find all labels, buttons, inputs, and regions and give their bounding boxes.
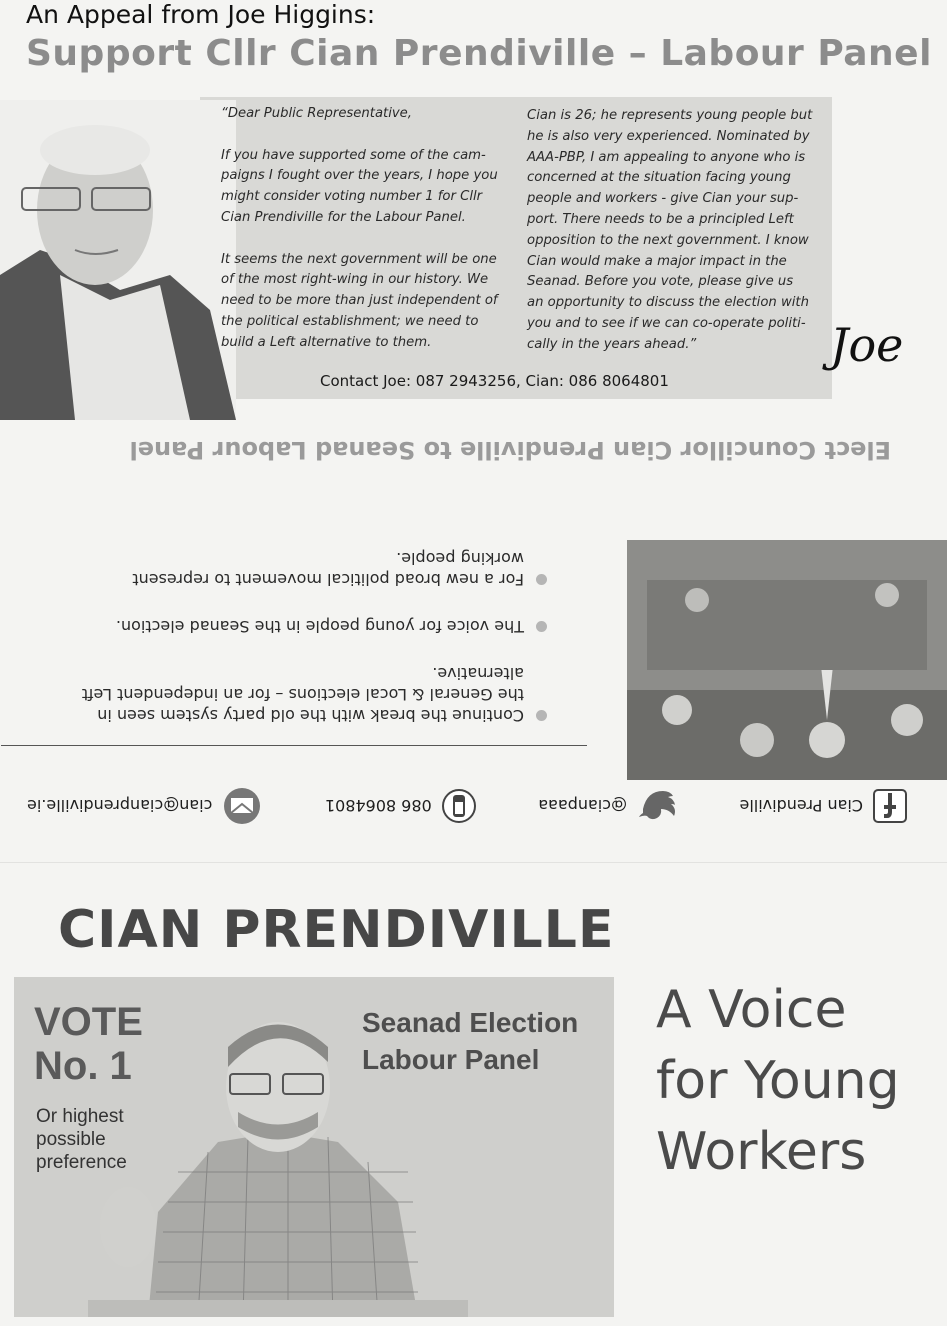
tagline: A Voice for Young Workers — [656, 980, 900, 1182]
election-label: Seanad Election Labour Panel — [362, 1007, 579, 1075]
letter-column-right: Cian is 26; he represents young people but he is also very experienced. Nominated by AAA-PBP, I am appealing to anyone who is concerned at the situation facing young people and workers - give Cian your sup- port. There needs to be a principled Left opposition to the next government. I know Cian would make a major impact in the Seanad. Before you vote, please give us an opportunity to discuss the election with you and to see if we can co-operate politi- cally in the years ahead.” — [527, 108, 813, 352]
letter-column-left: “Dear Public Representative, If you have supported some of the cam- paigns I fought over the years, I hope you might consider voting number 1 for Cllr Cian Prendiville for the Labour Panel. It seems the next government will be one of the most right-wing in our history. We need to be more than just independent of the political establishment; we need to build a Left alternative to them. — [221, 106, 498, 350]
bullet-item — [77, 616, 547, 637]
social-bar — [27, 786, 907, 826]
social-phone[interactable] — [325, 787, 476, 825]
elect-heading: Elect Councillor Cian Prendiville to Seanad Labour Panel — [129, 436, 891, 464]
bullet-item — [77, 548, 547, 590]
social-label: Cian Prendiville — [739, 796, 863, 816]
fold-line — [0, 862, 947, 863]
candidate-name: CIAN PRENDIVILLE — [58, 900, 615, 960]
twitter-icon — [637, 789, 677, 823]
support-heading: Support Cllr Cian Prendiville – Labour Panel — [26, 33, 932, 74]
email-icon — [222, 786, 262, 826]
campaign-photo — [627, 540, 947, 780]
social-email[interactable] — [27, 786, 262, 826]
bullet-text: For a new broad political movement to represent working people. — [132, 549, 524, 589]
contact-line: Contact Joe: 087 2943256, Cian: 086 8064801 — [320, 372, 669, 390]
social-facebook[interactable] — [740, 789, 907, 823]
phone-icon — [442, 787, 476, 825]
bullet-text: The voice for young people in the Seanad election. — [115, 617, 524, 636]
joe-higgins-photo — [0, 100, 236, 420]
appeal-heading: An Appeal from Joe Higgins: — [26, 0, 376, 29]
signature: Joe — [830, 318, 904, 372]
social-label: @cianpaaa — [538, 796, 628, 816]
flipped-panel — [0, 430, 947, 850]
bullet-dot — [536, 621, 547, 632]
facebook-icon — [873, 789, 907, 823]
bullet-text: Continue the break with the old party system seen in the General & Local elections – for an independent Left alternative. — [81, 664, 524, 725]
bullet-dot — [536, 574, 547, 585]
vote-subtext: Or highest possible preference — [36, 1106, 127, 1173]
vote-label: VOTE No. 1 — [34, 1000, 143, 1088]
social-label: 086 8064801 — [324, 796, 432, 816]
bullet-list — [77, 548, 547, 726]
bullet-dot — [536, 710, 547, 721]
divider-line — [1, 745, 587, 746]
bullet-item — [77, 663, 547, 726]
social-twitter[interactable] — [538, 789, 677, 823]
social-label: cian@cianprendiville.ie — [27, 796, 213, 816]
